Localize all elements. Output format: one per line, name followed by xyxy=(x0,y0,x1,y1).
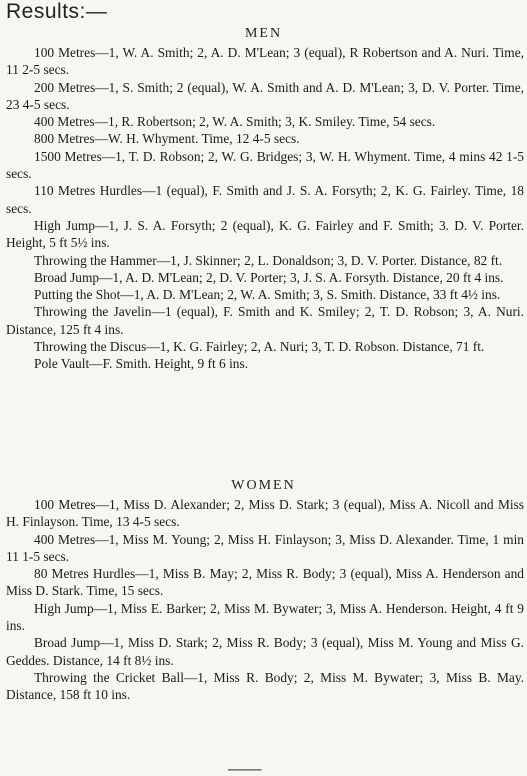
result-entry: 800 Metres—W. H. Whyment. Time, 12 4-5 secs. xyxy=(34,131,300,147)
result-entry: 200 Metres—1, S. Smith; 2 (equal), W. A. Smith and A. D. M'Lean; 3, D. V. Porter. Time, 23 4-5 secs. xyxy=(6,79,524,112)
result-entry: Broad Jump—1, A. D. M'Lean; 2, D. V. Porter; 3, J. S. A. Forsyth. Distance, 20 ft 4 ins. xyxy=(34,269,504,285)
clipping-edge-mark: ▬▬▬▬▬▬▬▬ xyxy=(228,766,262,774)
result-entry: 400 Metres—1, Miss M. Young; 2, Miss H. Finlayson; 3, Miss D. Alexander. Time, 1 min 11 1-5 secs. xyxy=(6,531,524,564)
result-entry: Pole Vault—F. Smith. Height, 9 ft 6 ins. xyxy=(34,356,249,372)
men-results-list xyxy=(6,44,524,373)
result-entry: Putting the Shot—1, A. D. M'Lean; 2, W. A. Smith; 3, S. Smith. Distance, 33 ft 4½ ins. xyxy=(34,287,501,303)
result-entry: Throwing the Hammer—1, J. Skinner; 2, L. Donaldson; 3, D. V. Porter. Distance, 82 ft. xyxy=(34,252,503,268)
result-entry: Throwing the Javelin—1 (equal), F. Smith and K. Smiley; 2, T. D. Robson; 3, A. Nuri. Distance, 125 ft 4 ins. xyxy=(6,304,524,337)
result-entry: 400 Metres—1, R. Robertson; 2, W. A. Smith; 3, K. Smiley. Time, 54 secs. xyxy=(34,114,436,130)
result-entry: 110 Metres Hurdles—1 (equal), F. Smith and J. S. A. Forsyth; 2, K. G. Fairley. Time, 18 secs. xyxy=(6,183,524,216)
result-entry: Throwing the Cricket Ball—1, Miss R. Body; 2, Miss M. Bywater; 3, Miss B. May. Distance, 158 ft 10 ins. xyxy=(6,669,524,703)
women-results-list xyxy=(6,496,524,704)
result-entry: 80 Metres Hurdles—1, Miss B. May; 2, Miss R. Body; 3 (equal), Miss A. Henderson and Miss D. Stark. Time, 15 secs. xyxy=(6,566,524,599)
result-entry: 1500 Metres—1, T. D. Robson; 2, W. G. Bridges; 3, W. H. Whyment. Time, 4 mins 42 1-5 secs. xyxy=(6,148,524,182)
men-section-title: MEN xyxy=(244,26,283,41)
result-entry: Throwing the Discus—1, K. G. Fairley; 2, A. Nuri; 3, T. D. Robson. Distance, 71 ft. xyxy=(34,339,485,355)
result-entry: High Jump—1, Miss E. Barker; 2, Miss M. Bywater; 3, Miss A. Henderson. Height, 4 ft 9 ins. xyxy=(6,600,524,634)
result-entry: Broad Jump—1, Miss D. Stark; 2, Miss R. Body; 3 (equal), Miss M. Young and Miss G. Geddes. Distance, 14 ft 8½ ins. xyxy=(6,635,524,668)
result-entry: High Jump—1, J. S. A. Forsyth; 2 (equal), K. G. Fairley and F. Smith; 3. D. V. Porter. Height, 5 ft 5½ ins. xyxy=(6,217,524,251)
women-section-title: WOMEN xyxy=(231,478,296,493)
result-entry: 100 Metres—1, Miss D. Alexander; 2, Miss D. Stark; 3 (equal), Miss A. Nicoll and Miss H. Finlayson. Time, 13 4-5 secs. xyxy=(6,497,524,530)
results-heading: Results:— xyxy=(6,0,108,23)
result-entry: 100 Metres—1, W. A. Smith; 2, A. D. M'Lean; 3 (equal), R Robertson and A. Nuri. Time, 11 2-5 secs. xyxy=(6,45,524,78)
